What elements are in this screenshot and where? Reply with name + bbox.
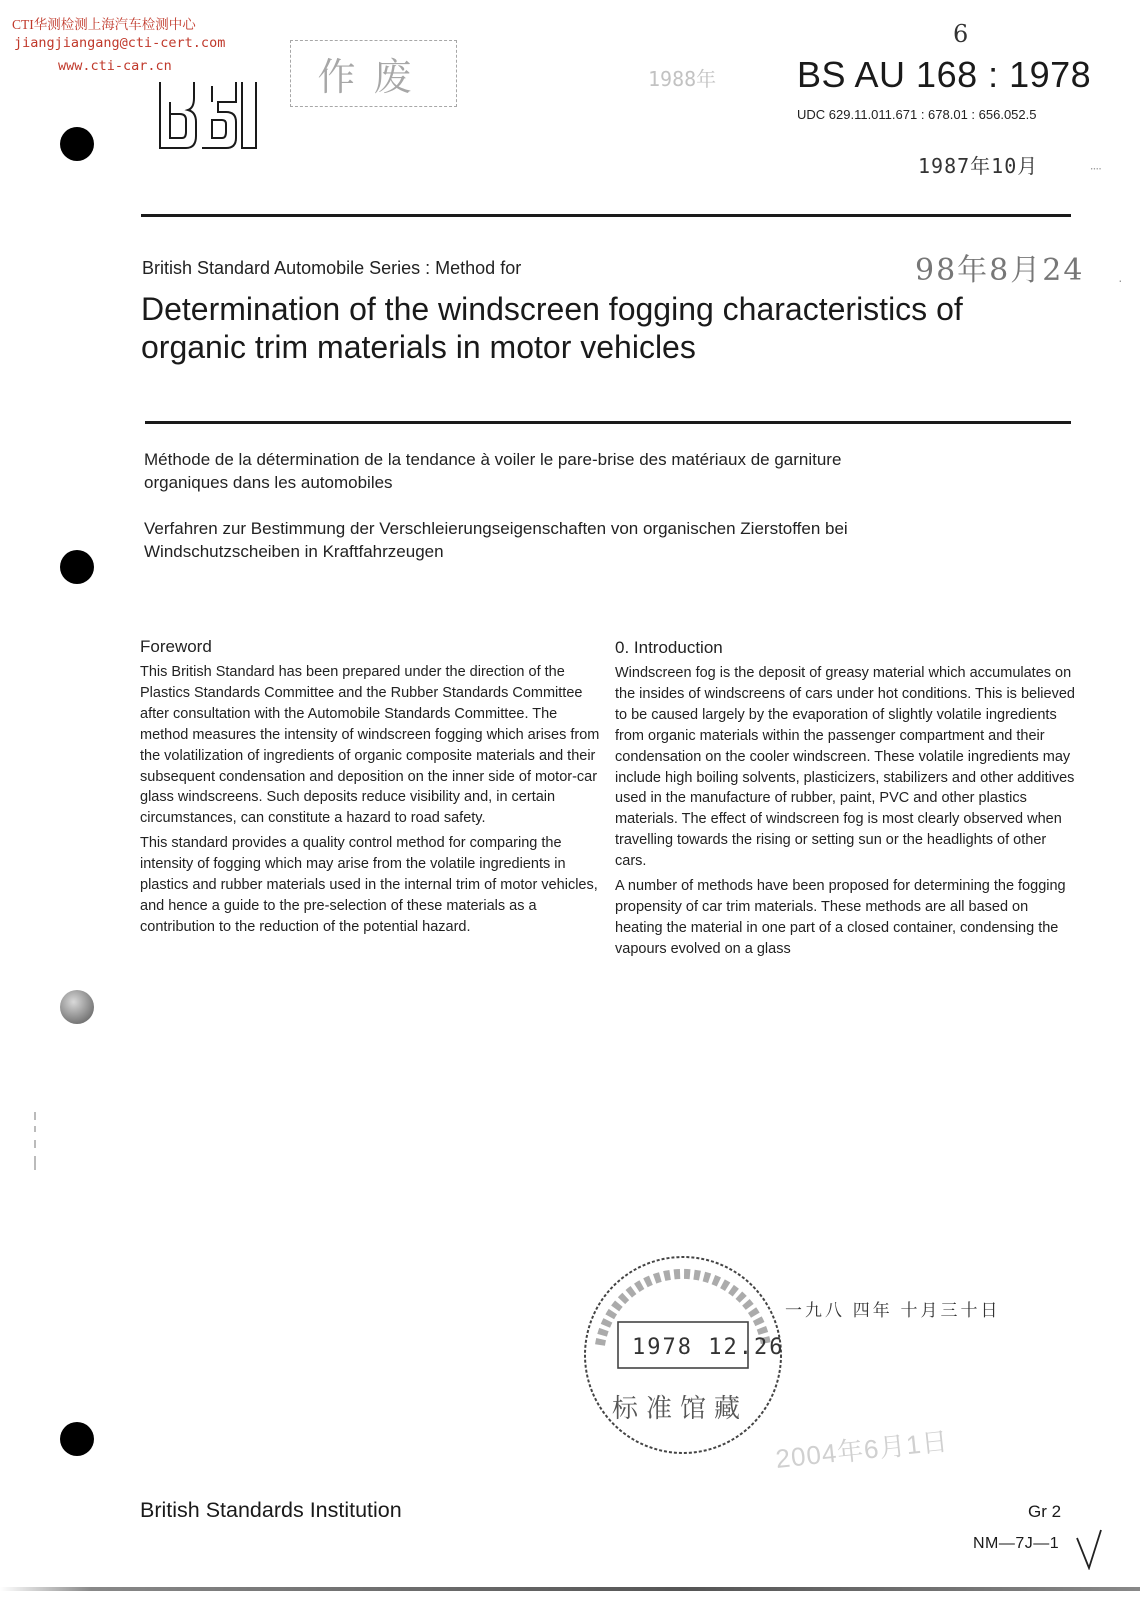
round-stamp-label: 标准馆藏 [612, 1394, 749, 1424]
introduction-paragraph: A number of methods have been proposed for determining the fogging propensity of car trim materials. These methods are all based on heating the material in one part of a closed container, condensing the vapours evolved on a glass [615, 878, 1066, 957]
faint-date-stamp: 2004年6月1日 [774, 1425, 951, 1474]
bsi-logo [158, 62, 258, 152]
binder-hole [60, 127, 94, 161]
handwritten-date: 1987年10月 [918, 154, 1039, 178]
binder-hole [60, 1422, 94, 1456]
footer-institution: British Standards Institution [140, 1498, 402, 1522]
stray-mark: · [1118, 272, 1123, 288]
german-title: Verfahren zur Bestimmung der Verschleierungseigenschaften von organischen Zierstoffen bei Windschutzscheiben in Kraftfahrzeugen [144, 519, 848, 561]
stray-mark: ᠁ [1088, 164, 1101, 176]
check-mark-icon [1075, 1528, 1103, 1570]
page-edge [0, 1587, 1140, 1591]
foreword-paragraph: This standard provides a quality control method for comparing the intensity of fogging which may arise from the volatile ingredients in plastics and rubber materials used in the internal trim of motor vehicles, and hence a guide to the pre-selection of these materials as a contribution to the reduction of the potential hazard. [140, 835, 598, 935]
binder-hole [60, 990, 94, 1024]
introduction-heading: 0. Introduction [615, 638, 723, 657]
void-stamp: 作废 [290, 40, 457, 107]
watermark-company: CTI华测检测上海汽车检测中心 [12, 17, 196, 32]
watermark-website: www.cti-car.cn [58, 58, 172, 74]
price-grade: Gr 2 [1028, 1502, 1062, 1521]
document-title: Determination of the windscreen fogging characteristics of organic trim materials in motor vehicles [141, 291, 963, 365]
standard-number: BS AU 168 : 1978 [797, 54, 1092, 95]
introduction-section [615, 637, 1075, 964]
round-stamp-date: 1978 12.26 [632, 1335, 785, 1360]
foreword-section [140, 636, 600, 942]
header-rule [141, 214, 1071, 217]
foreword-paragraph: This British Standard has been prepared under the direction of the Plastics Standards Committee and the Rubber Standards Committee after consultation with the Automobile Standards Committee. The method measures the intensity of windscreen fogging which arises from the volatilization of ingredients of organic composite materials and their subsequent condensation and deposition on the inner side of motor-car glass windscreens. Such deposits reduce visibility and, in certain circumstances, can constitute a hazard to road safety. [140, 664, 600, 827]
document-code: NM—7J—1 [973, 1535, 1060, 1552]
introduction-paragraph: Windscreen fog is the deposit of greasy material which accumulates on the insides of windscreens of cars under hot conditions. This is believed to be caused largely by the evaporation of slightly volatile ingredients from organic materials within the passenger compartment and their condensation on the cooler windscreen. These volatile ingredients may include high boiling solvents, plasticizers, stabilizers and other additives used in the manufacture of rubber, paint, PVC and other plastics materials. The effect of windscreen fog is most clearly observed when travelling towards the rising or setting sun or the headlights of other cars. [615, 665, 1075, 870]
handwritten-chinese-date: 一九八 四年 十月三十日 [785, 1301, 1001, 1320]
series-line: British Standard Automobile Series : Method for [142, 258, 522, 278]
foreword-heading: Foreword [140, 637, 212, 656]
title-rule [145, 421, 1071, 424]
edge-marks [33, 1112, 37, 1172]
watermark-email: jiangjiangang@cti-cert.com [14, 35, 226, 51]
binder-hole [60, 550, 94, 584]
udc-code: UDC 629.11.011.671 : 678.01 : 656.052.5 [797, 107, 1037, 122]
handwritten-date-2: 98年8月24 [915, 253, 1085, 288]
french-title: Méthode de la détermination de la tendance à voiler le pare-brise des matériaux de garniture organiques dans les automobiles [144, 450, 842, 492]
faint-header-stamp: 1988年 [648, 67, 717, 91]
handwritten-mark: 6 [953, 20, 969, 48]
